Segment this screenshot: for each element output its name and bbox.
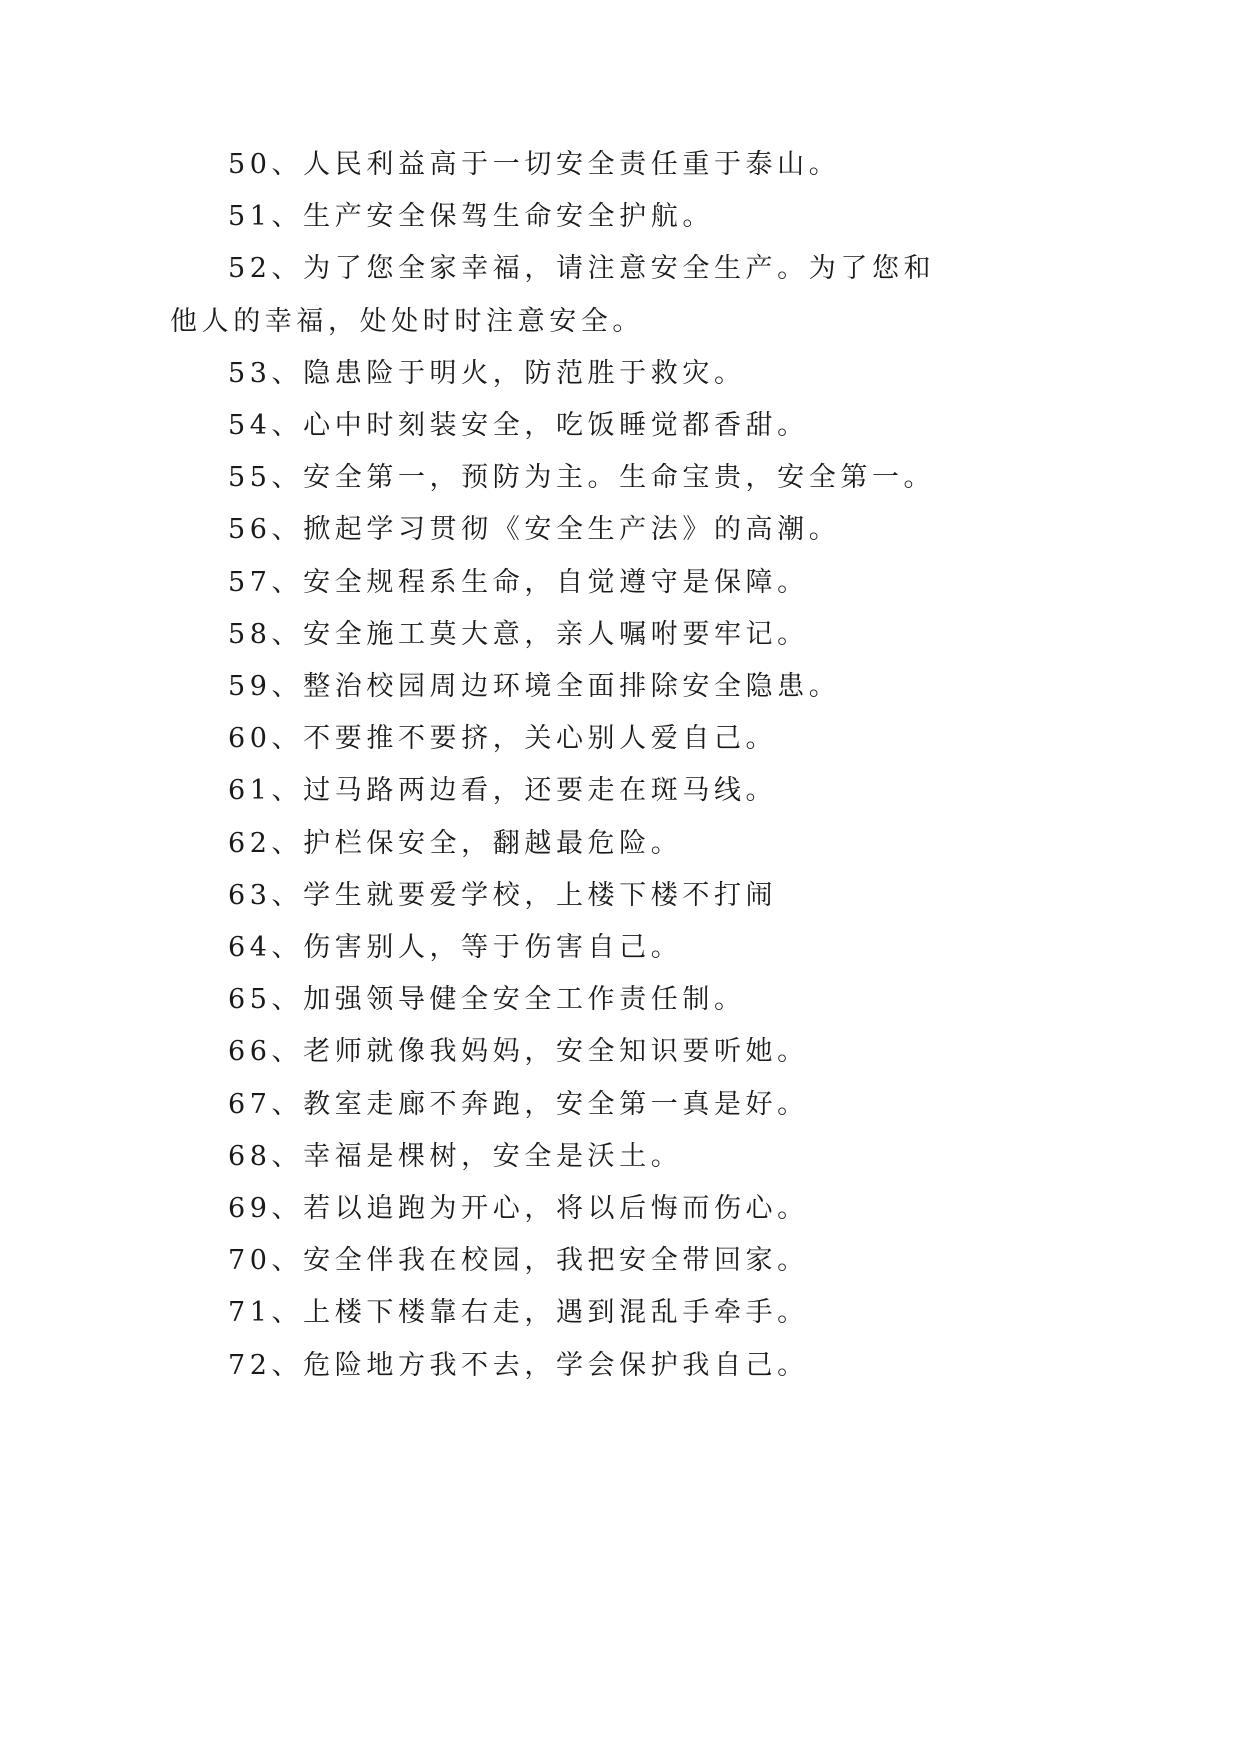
list-item: 55、安全第一，预防为主。生命宝贵，安全第一。 xyxy=(228,462,936,494)
list-item: 65、加强领导健全安全工作责任制。 xyxy=(228,984,746,1016)
list-item: 50、人民利益高于一切安全责任重于泰山。 xyxy=(228,149,841,180)
list-item: 62、护栏保安全，翻越最危险。 xyxy=(228,827,683,859)
list-item: 69、若以追跑为开心，将以后悔而伤心。 xyxy=(228,1193,809,1225)
list-item: 60、不要推不要挤，关心别人爱自己。 xyxy=(228,723,778,755)
list-item: 64、伤害别人，等于伤害自己。 xyxy=(228,932,683,964)
list-item: 58、安全施工莫大意，亲人嘱咐要牢记。 xyxy=(228,618,809,650)
document-body xyxy=(170,139,950,1392)
list-item: 59、整治校园周边环境全面排除安全隐患。 xyxy=(228,671,841,703)
list-item: 61、过马路两边看，还要走在斑马线。 xyxy=(228,775,778,807)
list-item: 72、危险地方我不去，学会保护我自己。 xyxy=(228,1349,809,1381)
list-item: 54、心中时刻装安全，吃饭睡觉都香甜。 xyxy=(228,410,809,442)
list-item: 53、隐患险于明火，防范胜于救灾。 xyxy=(228,357,746,389)
list-item: 63、学生就要爱学校，上楼下楼不打闹 xyxy=(228,879,778,911)
list-item: 56、掀起学习贯彻《安全生产法》的高潮。 xyxy=(228,514,841,546)
list-item: 51、生产安全保驾生命安全护航。 xyxy=(228,201,714,233)
list-item: 70、安全伴我在校园，我把安全带回家。 xyxy=(228,1245,809,1277)
list-item: 57、安全规程系生命，自觉遵守是保障。 xyxy=(228,566,809,598)
list-item: 66、老师就像我妈妈，安全知识要听她。 xyxy=(228,1036,809,1068)
list-item: 67、教室走廊不奔跑，安全第一真是好。 xyxy=(228,1088,809,1120)
list-item: 52、为了您全家幸福，请注意安全生产。为了您和他人的幸福，处处时时注意安全。 xyxy=(170,253,936,337)
list-item: 71、上楼下楼靠右走，遇到混乱手牵手。 xyxy=(228,1297,809,1329)
list-item: 68、幸福是棵树，安全是沃土。 xyxy=(228,1140,683,1172)
